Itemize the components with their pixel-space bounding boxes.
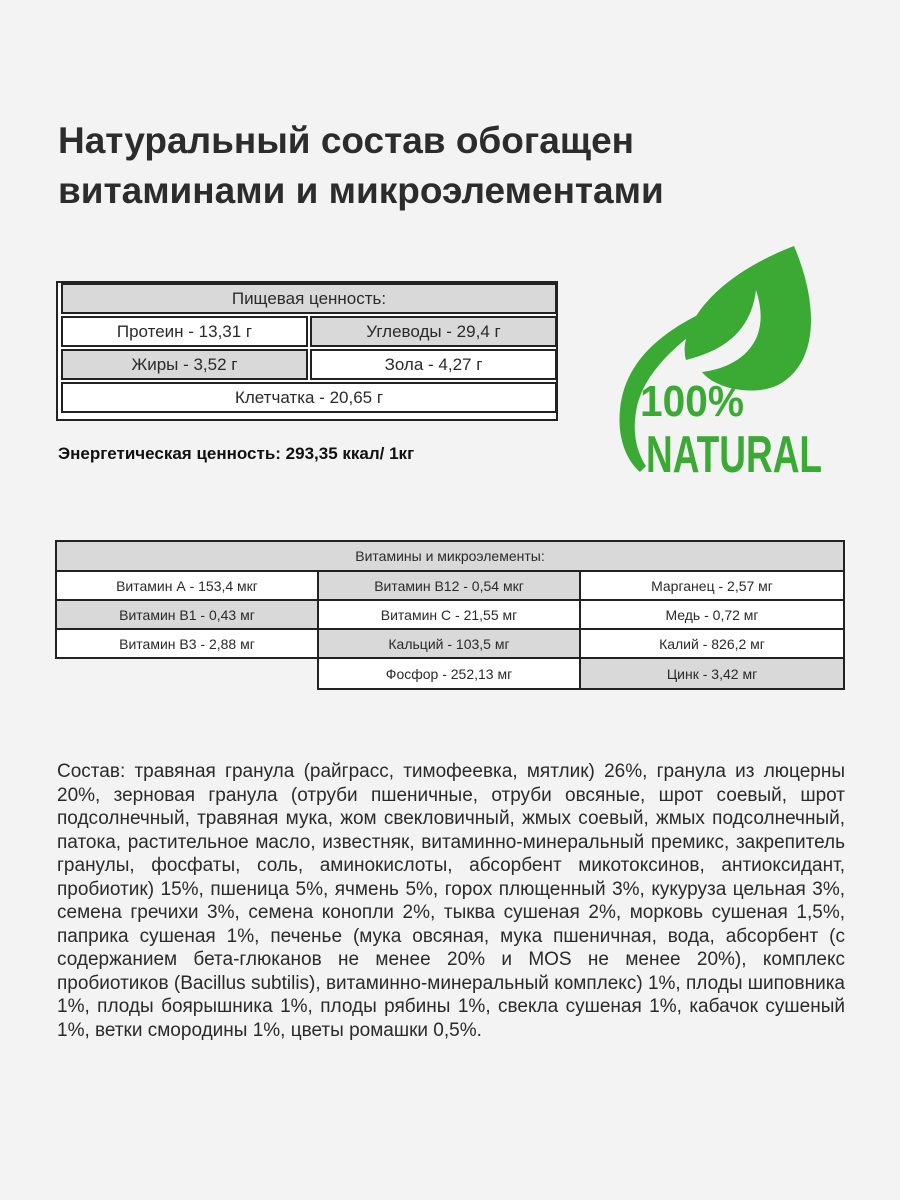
nutrition-table (56, 281, 558, 421)
calcium: Кальций - 103,5 мг (317, 628, 581, 659)
vitamin-c: Витамин С - 21,55 мг (317, 599, 581, 630)
logo-percent: 100% (640, 377, 744, 426)
vitamins-header: Витамины и микроэлементы: (55, 540, 845, 572)
nutrition-carbs: Углеводы - 29,4 г (310, 316, 557, 347)
vitamin-a: Витамин А - 153,4 мкг (55, 570, 319, 601)
vitamin-b1: Витамин В1 - 0,43 мг (55, 599, 319, 630)
logo-word: NATURAL (646, 426, 822, 484)
natural-leaf-logo (606, 240, 836, 484)
vitamin-b3: Витамин В3 - 2,88 мг (55, 628, 319, 659)
zinc: Цинк - 3,42 мг (579, 657, 845, 690)
page-title (58, 116, 858, 216)
nutrition-ash: Зола - 4,27 г (310, 349, 557, 380)
energy-value: Энергетическая ценность: 293,35 ккал/ 1кг (58, 444, 415, 463)
vitamins-table (55, 540, 845, 690)
composition-text: Состав: травяная гранула (райграсс, тимофеевка, мятлик) 26%, гранула из люцерны 20%, зерновая гранула (отруби пшеничные, отруби овсяные, шрот соевый, шрот подсолнечный, травяная мука, жом свекловичный, жмых соевый, жмых подсолнечный, патока, растительное масло, известняк, витаминно-минеральный премикс, закрепитель гранулы, фосфаты, соль, аминокислоты, абсорбент микотоксинов, антиоксидант, пробиотик) 15%, пшеница 5%, ячмень 5%, горох плющенный 3%, кукуруза цельная 3%, семена гречихи 3%, семена конопли 2%, тыква сушеная 2%, морковь сушеная 1,5%, паприка сушеная 1%, печенье (мука овсяная, мука пшеничная, вода, абсорбент (с содержанием бета-глюканов не менее 20% и MOS не менее 20%), комплекс пробиотиков (Bacillus subtilis), витаминно-минеральный комплекс) 1%, плоды шиповника 1%, плоды боярышника 1%, плоды рябины 1%, свекла сушеная 1%, кабачок сушеный 1%, ветки смородины 1%, цветы ромашки 0,5%. (57, 761, 845, 1041)
title-line-1: Натуральный состав обогащен (58, 120, 635, 161)
potassium: Калий - 826,2 мг (579, 628, 845, 659)
title-line-2: витаминами и микроэлементами (58, 170, 664, 211)
nutrition-header: Пищевая ценность: (61, 283, 557, 314)
phosphorus: Фосфор - 252,13 мг (317, 657, 581, 690)
manganese: Марганец - 2,57 мг (579, 570, 845, 601)
nutrition-fat: Жиры - 3,52 г (61, 349, 308, 380)
copper: Медь - 0,72 мг (579, 599, 845, 630)
nutrition-protein: Протеин - 13,31 г (61, 316, 308, 347)
vitamin-b12: Витамин В12 - 0,54 мкг (317, 570, 581, 601)
nutrition-fiber: Клетчатка - 20,65 г (61, 382, 557, 413)
